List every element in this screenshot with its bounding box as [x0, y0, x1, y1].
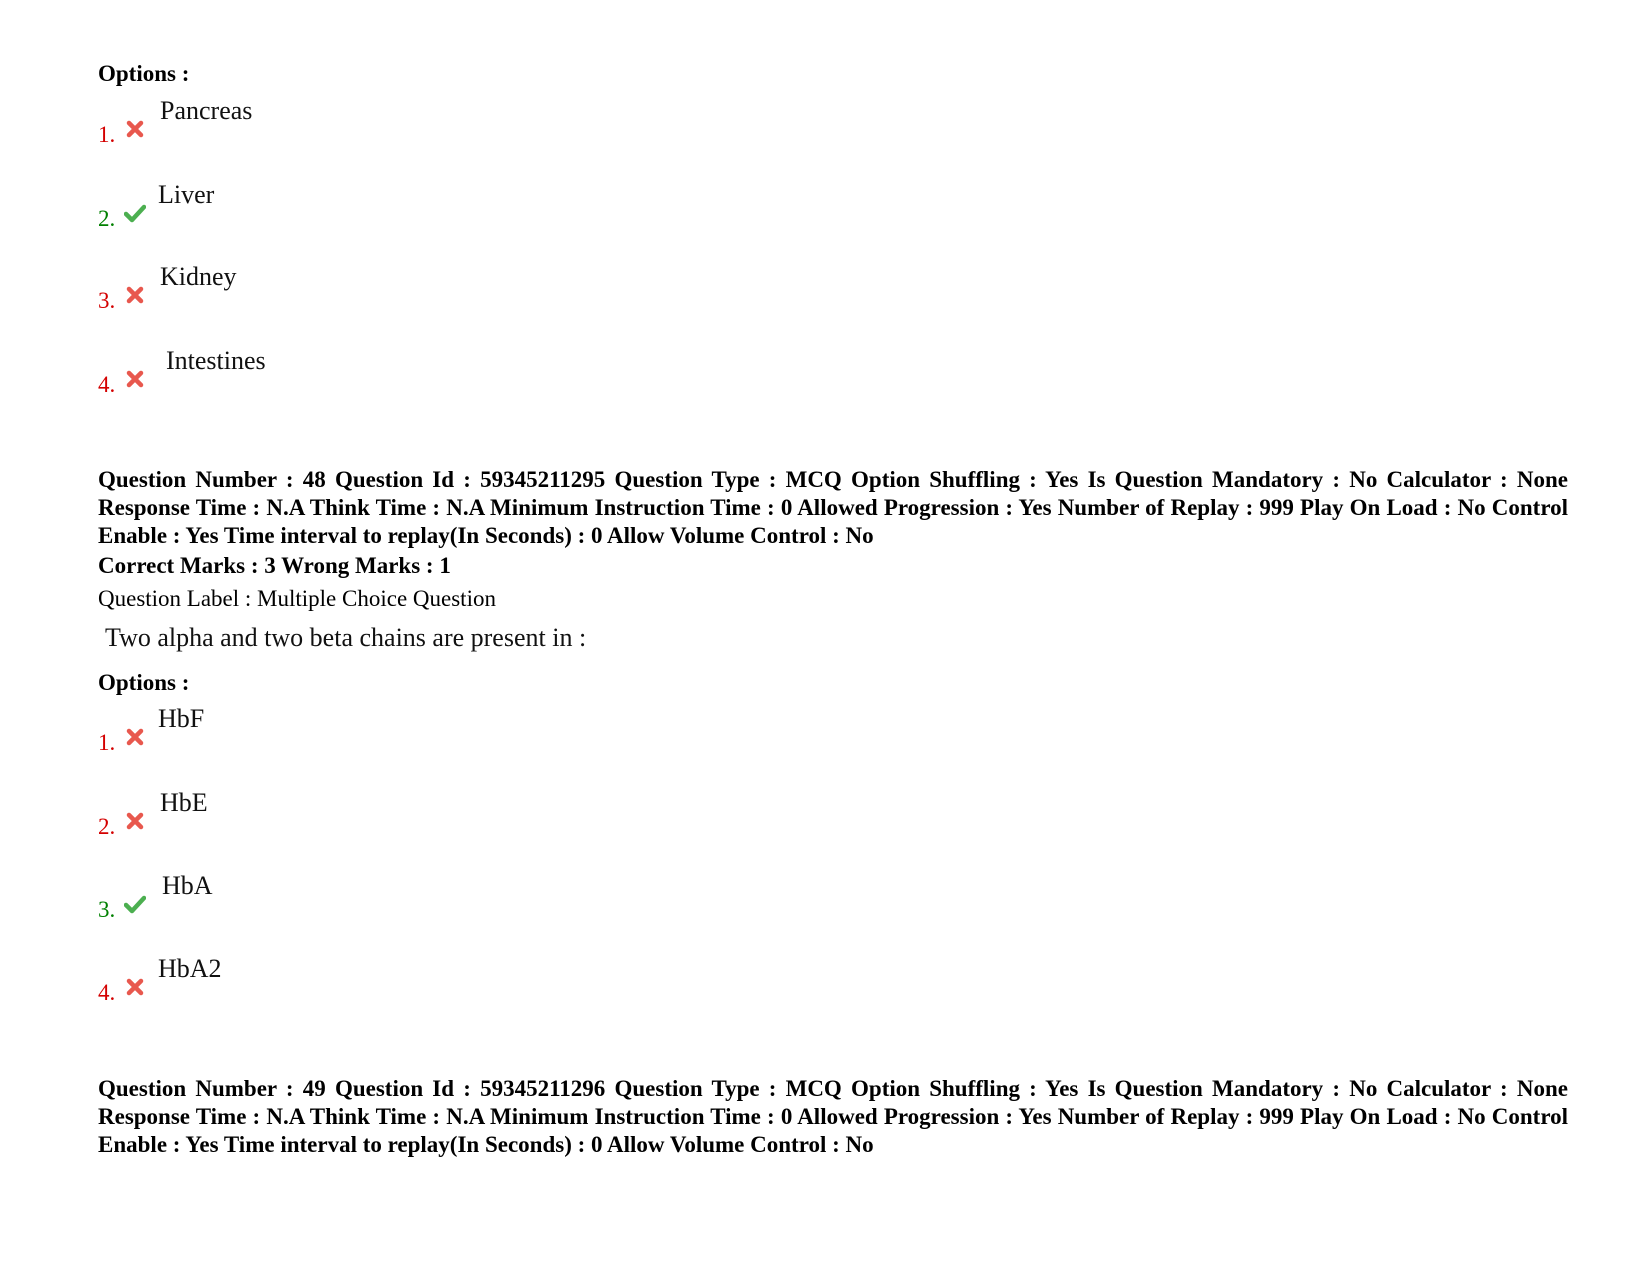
cross-icon: [124, 118, 146, 140]
option-1: [98, 704, 698, 764]
check-icon: [124, 202, 146, 224]
cross-icon: [124, 284, 146, 306]
option-number: 3.: [98, 897, 116, 922]
option-text: Kidney: [160, 262, 237, 291]
options-label: Options :: [98, 61, 190, 86]
option-3: [98, 262, 698, 322]
option-text: HbA2: [158, 954, 222, 983]
option-text: Pancreas: [160, 96, 253, 125]
marks-info: Correct Marks : 3 Wrong Marks : 1: [98, 553, 451, 578]
option-number: 2.: [98, 814, 116, 839]
option-number: 4.: [98, 980, 116, 1005]
check-icon: [124, 893, 146, 915]
option-4: [98, 346, 698, 406]
option-text: HbA: [162, 871, 213, 900]
option-text: Intestines: [166, 346, 266, 375]
cross-icon: [124, 368, 146, 390]
option-number: 1.: [98, 730, 116, 755]
option-text: Liver: [158, 180, 215, 209]
option-text: HbE: [160, 788, 208, 817]
cross-icon: [124, 726, 146, 748]
option-3: [98, 871, 698, 931]
question-text: Two alpha and two beta chains are present in :: [105, 623, 587, 652]
question-metadata: Question Number : 48 Question Id : 59345211295 Question Type : MCQ Option Shuffling : Yes Is Question Mandatory : No Calculator : None Response Time : N.A Think Time : N.A Minimum Instruction Time : 0 Allowed Progression : Yes Number of Replay : 999 Play On Load : No Control Enable : Yes Time interval to replay(In Seconds) : 0 Allow Volume Control : No: [98, 467, 1568, 548]
cross-icon: [124, 976, 146, 998]
option-2: [98, 788, 698, 848]
cross-icon: [124, 810, 146, 832]
option-4: [98, 954, 698, 1014]
option-number: 1.: [98, 122, 116, 147]
option-number: 3.: [98, 288, 116, 313]
question-metadata: Question Number : 49 Question Id : 59345211296 Question Type : MCQ Option Shuffling : Yes Is Question Mandatory : No Calculator : None Response Time : N.A Think Time : N.A Minimum Instruction Time : 0 Allowed Progression : Yes Number of Replay : 999 Play On Load : No Control Enable : Yes Time interval to replay(In Seconds) : 0 Allow Volume Control : No: [98, 1076, 1568, 1157]
question-label: Question Label : Multiple Choice Question: [98, 586, 496, 611]
option-2: [98, 180, 698, 240]
option-number: 2.: [98, 206, 116, 231]
option-1: [98, 96, 698, 156]
option-text: HbF: [158, 704, 205, 733]
option-number: 4.: [98, 372, 116, 397]
options-label: Options :: [98, 670, 190, 695]
